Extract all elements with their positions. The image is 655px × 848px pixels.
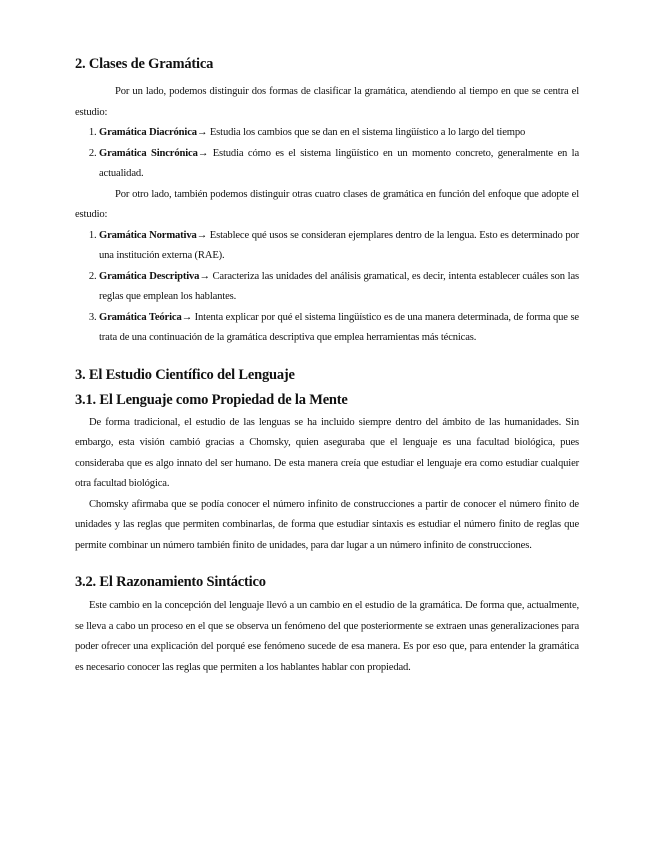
section-3-2-heading: 3.2. El Razonamiento Sintáctico — [75, 574, 266, 590]
list-item — [99, 267, 579, 308]
term: Gramática Diacrónica — [99, 127, 197, 138]
approach-list — [75, 226, 579, 349]
section-3-2-paragraph-1: Este cambio en la concepción del lenguaje llevó a un cambio en el estudio de la gramática. De forma que, actualmente, se lleva a cabo un proceso en el que se observa un fenómeno del que posteriormente se extraen unas generalizaciones para poder ofrecer una explicación del porqué ese fenómeno sucede de esa manera. Es por eso que, para entender la gramática es necesario conocer las reglas que permiten a los hablantes hablar con propiedad. — [75, 600, 579, 673]
section-2-intro: Por un lado, podemos distinguir dos formas de clasificar la gramática, atendiendo al tiempo en que se centra el estudio: — [75, 86, 579, 118]
list-item — [99, 226, 579, 267]
section-3-heading: 3. El Estudio Científico del Lenguaje — [75, 366, 295, 383]
arrow: → — [196, 229, 208, 241]
section-3-1-heading: 3.1. El Lenguaje como Propiedad de la Mente — [75, 391, 348, 408]
document-page — [75, 56, 579, 678]
list-item — [99, 123, 579, 144]
list-item — [99, 308, 579, 349]
list-item — [99, 144, 579, 185]
diachrony-list — [75, 123, 579, 185]
arrow: → — [199, 270, 210, 282]
term: Gramática Descriptiva — [99, 270, 200, 282]
definition: Estudia cómo es el sistema lingüístico en un momento concreto, generalmente en la actualidad. — [99, 147, 580, 179]
section-2-intro-2: Por otro lado, también podemos distinguir otras cuatro clases de gramática en función del enfoque que adopte el estudio: — [75, 188, 579, 220]
section-3-1-paragraph-2: Chomsky afirmaba que se podía conocer el número infinito de construcciones a partir de conocer el número finito de unidades y las reglas que permiten combinarlas, de forma que estudiar sintaxis es estudiar el número finito de reglas que permite combinar un número también finito de unidades, para dar lugar a un número infinito de construcciones. — [75, 498, 579, 551]
arrow: → — [197, 147, 209, 159]
definition: Caracteriza las unidades del análisis gramatical, es decir, intenta establecer cuáles son las reglas que emplean los hablantes. — [99, 270, 579, 302]
section-2-heading: 2. Clases de Gramática — [75, 56, 214, 72]
definition: Estudia los cambios que se dan en el sistema lingüístico a lo largo del tiempo — [207, 127, 526, 138]
definition: Establece qué usos se consideran ejemplares dentro de la lengua. Esto es determinado por una institución externa (RAE). — [99, 229, 579, 261]
term: Gramática Sincrónica — [99, 147, 198, 159]
term: Gramática Teórica — [99, 311, 182, 323]
term: Gramática Normativa — [99, 229, 197, 241]
section-3-1-paragraph-1: De forma tradicional, el estudio de las lenguas se ha incluido siempre dentro del ámbito de las humanidades. Sin embargo, esta visión cambió gracias a Chomsky, quien aseguraba que el lenguaje es una facultad biológica, pues consideraba que es algo innato del ser humano. De esta manera creía que estudiar el lenguaje era como estudiar cualquier otra facultad biológica. — [75, 416, 579, 489]
arrow: → — [196, 127, 208, 138]
definition: Intenta explicar por qué el sistema lingüístico es de una manera determinada, de forma que se trata de una continuación de la gramática descriptiva que emplea herramientas más técnicas. — [99, 311, 579, 343]
arrow: → — [181, 311, 193, 323]
